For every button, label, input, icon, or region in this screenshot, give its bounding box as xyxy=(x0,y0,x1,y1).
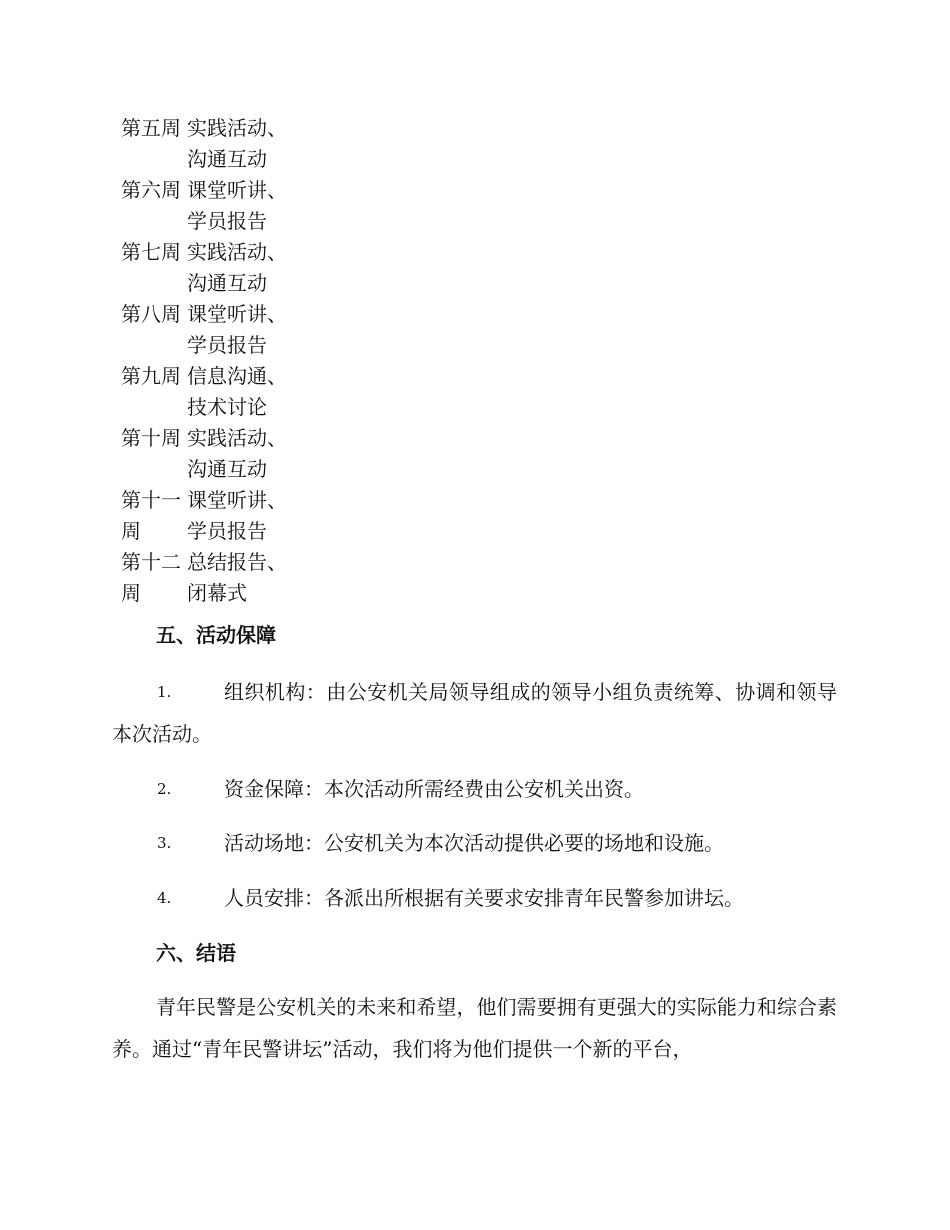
schedule-activity: 总结报告、闭幕式 xyxy=(187,550,287,605)
schedule-activity: 课堂听讲、学员报告 xyxy=(187,178,287,233)
list-number: 1. xyxy=(157,683,172,701)
schedule-row xyxy=(121,237,321,299)
schedule-row xyxy=(121,175,321,237)
conclusion-paragraph: 青年民警是公安机关的未来和希望，他们需要拥有更强大的实际能力和综合素养。通过“青年民警讲坛”活动，我们将为他们提供一个新的平台， xyxy=(112,995,837,1061)
list-number: 4. xyxy=(157,889,172,907)
list-item xyxy=(112,671,837,755)
section-heading-guarantee: 五、活动保障 xyxy=(156,623,276,647)
schedule-table xyxy=(121,113,321,609)
schedule-activity: 实践活动、沟通互动 xyxy=(187,240,287,295)
list-text: 人员安排：各派出所根据有关要求安排青年民警参加讲坛。 xyxy=(224,886,744,910)
schedule-row xyxy=(121,547,321,609)
list-number: 2. xyxy=(157,780,172,798)
schedule-activity: 课堂听讲、学员报告 xyxy=(187,488,287,543)
schedule-week: 第八周 xyxy=(121,302,181,326)
schedule-activity: 实践活动、沟通互动 xyxy=(187,116,287,171)
schedule-activity: 课堂听讲、学员报告 xyxy=(187,302,287,357)
schedule-week: 第十一周 xyxy=(121,488,181,543)
list-text: 资金保障：本次活动所需经费由公安机关出资。 xyxy=(224,777,644,801)
schedule-week: 第七周 xyxy=(121,240,181,264)
list-number: 3. xyxy=(157,834,172,852)
schedule-row xyxy=(121,485,321,547)
section-heading-conclusion: 六、结语 xyxy=(156,941,236,965)
list-item xyxy=(112,768,837,810)
schedule-row xyxy=(121,423,321,485)
schedule-row xyxy=(121,361,321,423)
schedule-week: 第六周 xyxy=(121,178,181,202)
schedule-activity: 信息沟通、技术讨论 xyxy=(187,364,287,419)
list-text: 活动场地：公安机关为本次活动提供必要的场地和设施。 xyxy=(224,831,724,855)
schedule-week: 第十二周 xyxy=(121,550,181,605)
schedule-week: 第五周 xyxy=(121,116,181,140)
list-item xyxy=(112,822,837,864)
list-item xyxy=(112,877,837,919)
list-text: 组织机构：由公安机关局领导组成的领导小组负责统筹、协调和领导本次活动。 xyxy=(112,680,837,746)
schedule-week: 第十周 xyxy=(121,426,181,450)
schedule-week: 第九周 xyxy=(121,364,181,388)
schedule-row xyxy=(121,113,321,175)
schedule-activity: 实践活动、沟通互动 xyxy=(187,426,287,481)
schedule-row xyxy=(121,299,321,361)
